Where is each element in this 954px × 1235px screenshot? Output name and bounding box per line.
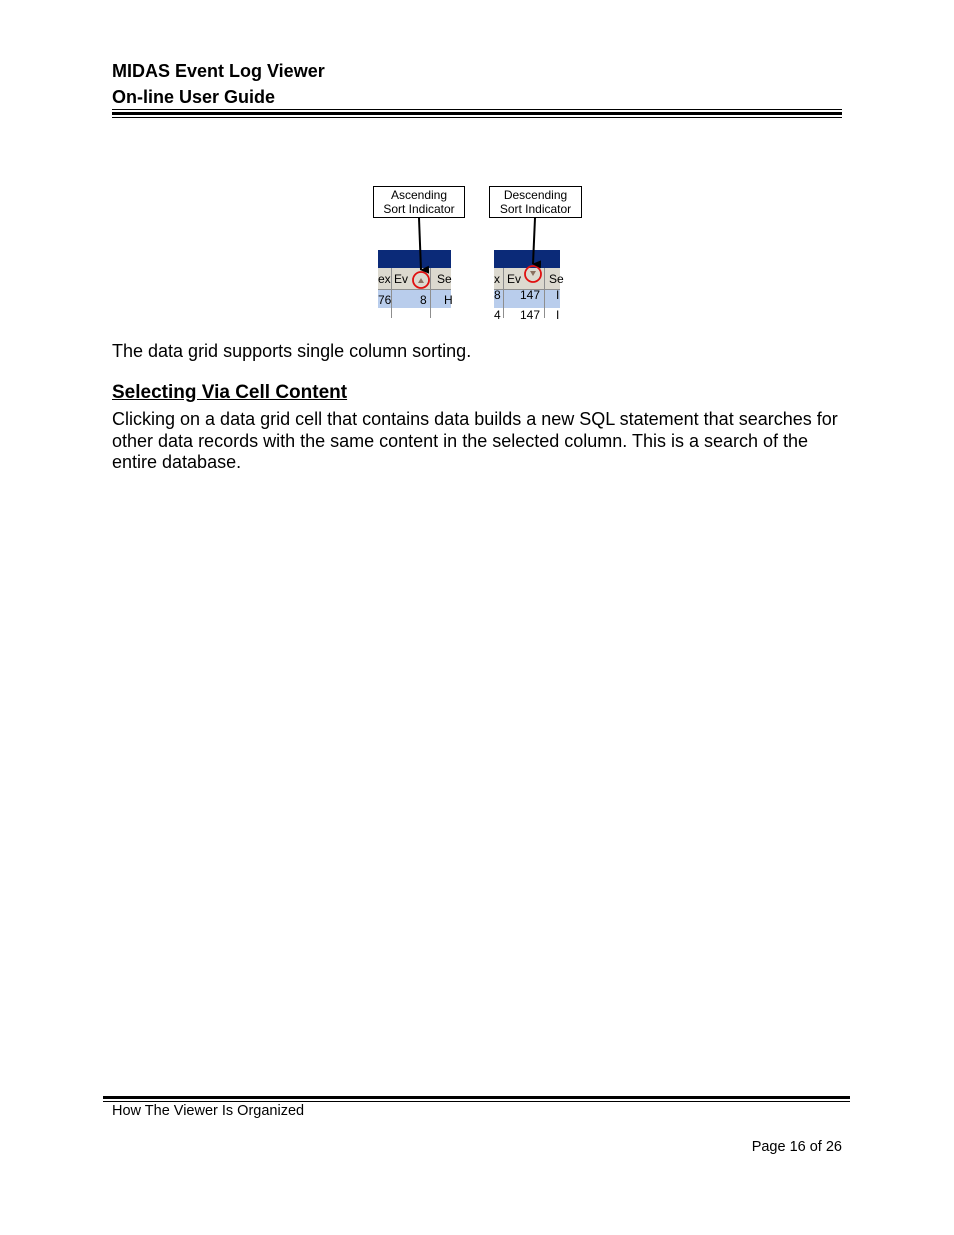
section-heading: Selecting Via Cell Content	[112, 382, 348, 403]
document-title: MIDAS Event Log Viewer	[112, 61, 325, 81]
grid-data-cell: I	[556, 308, 560, 322]
grid-data-cell: I	[556, 288, 560, 302]
document-subtitle: On-line User Guide	[112, 87, 276, 107]
grid-header-cell: Se	[437, 272, 452, 286]
grid-data-cell: 147	[520, 308, 541, 322]
grid-header-cell: Ev	[507, 272, 522, 286]
grid-data-cell: 4	[494, 308, 501, 322]
ascending-callout-line1: Ascending	[390, 188, 448, 202]
section-paragraph: Clicking on a data grid cell that contains data builds a new SQL statement that searches for other data records with the same content in the selected column. This is a search of the entire database.	[112, 409, 838, 472]
descending-arrow	[533, 218, 535, 264]
sorting-paragraph: The data grid supports single column sorting.	[112, 341, 472, 361]
grid-data-cell: 8	[494, 288, 501, 302]
grid-header-cell: Ev	[394, 272, 409, 286]
footer-rule-thin	[103, 1101, 850, 1102]
ascending-arrow	[419, 218, 421, 270]
footer-rule-thick	[103, 1096, 850, 1099]
grid-header-cell: x	[494, 272, 500, 286]
grid-header-cell: Se	[549, 272, 564, 286]
grid-data-cell: 8	[420, 293, 427, 307]
callout-arrows	[0, 0, 954, 320]
footer-section-name: How The Viewer Is Organized	[112, 1103, 305, 1119]
grid-header-cell: ex	[378, 272, 391, 286]
page-number: Page 16 of 26	[751, 1139, 842, 1155]
ascending-callout-line2: Sort Indicator	[383, 202, 455, 216]
grid-data-cell: 76	[378, 293, 392, 307]
grid-data-cell: 147	[520, 288, 541, 302]
descending-callout-line2: Sort Indicator	[499, 202, 572, 216]
grid-data-cell: H	[444, 293, 453, 307]
descending-callout-line1: Descending	[503, 188, 568, 202]
